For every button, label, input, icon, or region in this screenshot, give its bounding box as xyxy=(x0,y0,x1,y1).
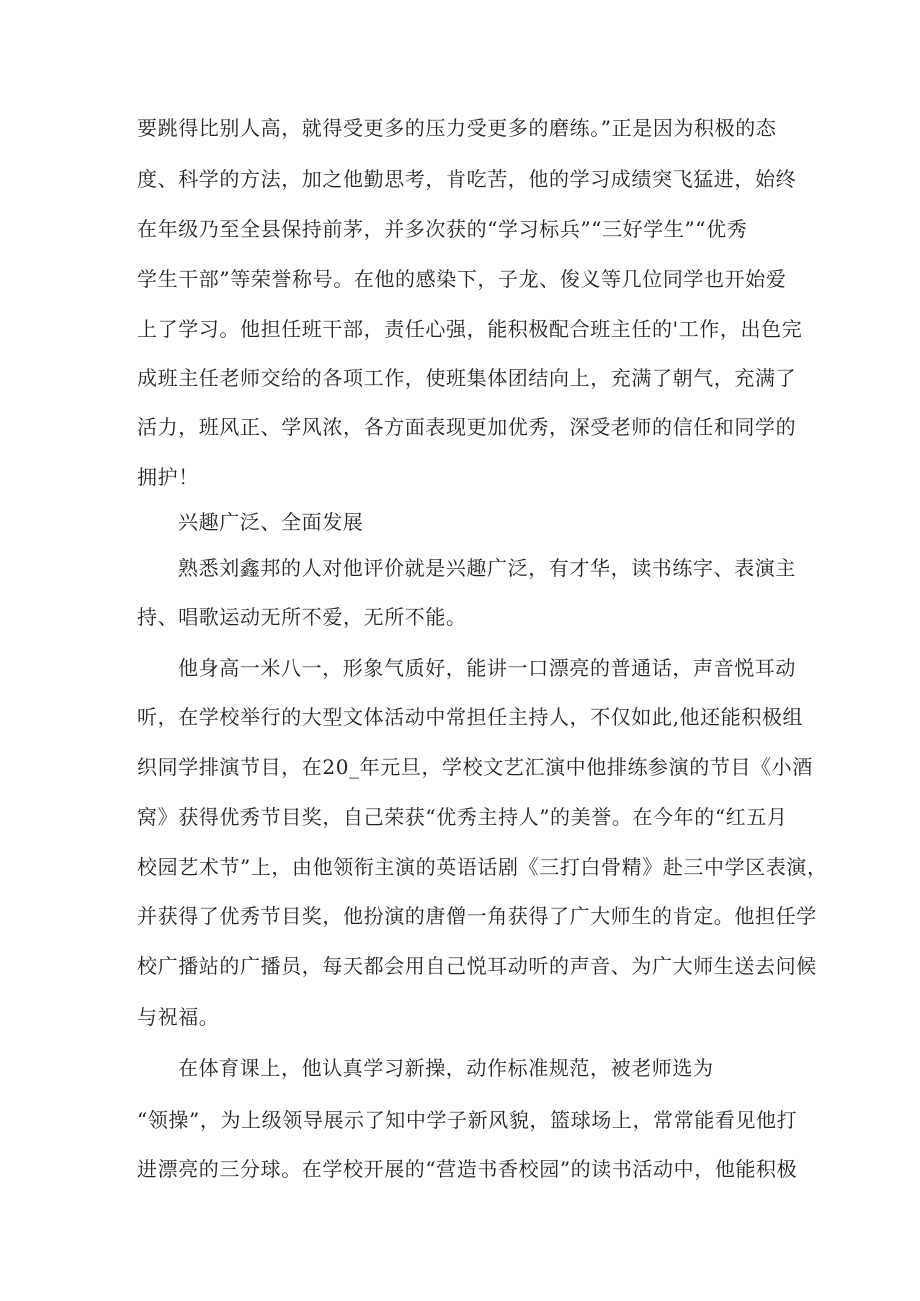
text-line: 度、科学的方法，加之他勤思考，肯吃苦，他的学习成绩突飞猛进，始终 xyxy=(137,167,797,191)
text-line: 并获得了优秀节目奖，他扮演的唐僧一角获得了广大师生的肯定。他担任学 xyxy=(137,904,817,928)
text-line: 上了学习。他担任班干部，责任心强，能积极配合班主任的'工作，出色完 xyxy=(137,317,803,341)
text-line: 在体育课上，他认真学习新操，动作标准规范，被老师选为 xyxy=(178,1056,714,1080)
text-line: 拥护！ xyxy=(137,465,199,489)
text-line: 熟悉刘鑫邦的人对他评价就是兴趣广泛，有才华，读书练字、表演主 xyxy=(178,556,796,580)
section-heading: 兴趣广泛、全面发展 xyxy=(178,510,364,534)
text-line: 他身高一米八一，形象气质好，能讲一口漂亮的普通话，声音悦耳动 xyxy=(178,656,796,680)
text-line: 成班主任老师交给的各项工作，使班集体团结向上，充满了朝气，充满了 xyxy=(137,366,797,390)
text-line: 织同学排演节目，在20_年元旦，学校文艺汇演中他排练参演的节目《小酒 xyxy=(137,755,813,779)
text-line: 持、唱歌运动无所不爱，无所不能。 xyxy=(137,605,467,629)
text-line: 与祝福。 xyxy=(137,1005,220,1029)
text-line: “领操”，为上级领导展示了知中学子新风貌，篮球场上，常常能看见他打 xyxy=(137,1108,798,1132)
text-line: 在年级乃至全县保持前茅，并多次获的“学习标兵”“三好学生”“优秀 xyxy=(137,217,748,241)
text-line: 校园艺术节”上，由他领衔主演的英语话剧《三打白骨精》赴三中学区表演， xyxy=(137,855,828,879)
text-line: 活力，班风正、学风浓，各方面表现更加优秀，深受老师的信任和同学的 xyxy=(137,415,797,439)
text-line: 要跳得比别人高，就得受更多的压力受更多的磨练。”正是因为积极的态 xyxy=(137,116,777,140)
text-line: 学生干部”等荣誉称号。在他的感染下，子龙、俊义等几位同学也开始爱 xyxy=(137,267,787,291)
text-line: 进漂亮的三分球。在学校开展的“营造书香校园”的读书活动中，他能积极 xyxy=(137,1157,798,1181)
text-line: 校广播站的广播员，每天都会用自己悦耳动听的声音、为广大师生送去问候 xyxy=(137,954,817,978)
text-line: 听，在学校举行的大型文体活动中常担任主持人，不仅如此,他还能积极组 xyxy=(137,705,804,729)
text-line: 窝》获得优秀节目奖，自己荣获“优秀主持人”的美誉。在今年的“红五月 xyxy=(137,805,788,829)
